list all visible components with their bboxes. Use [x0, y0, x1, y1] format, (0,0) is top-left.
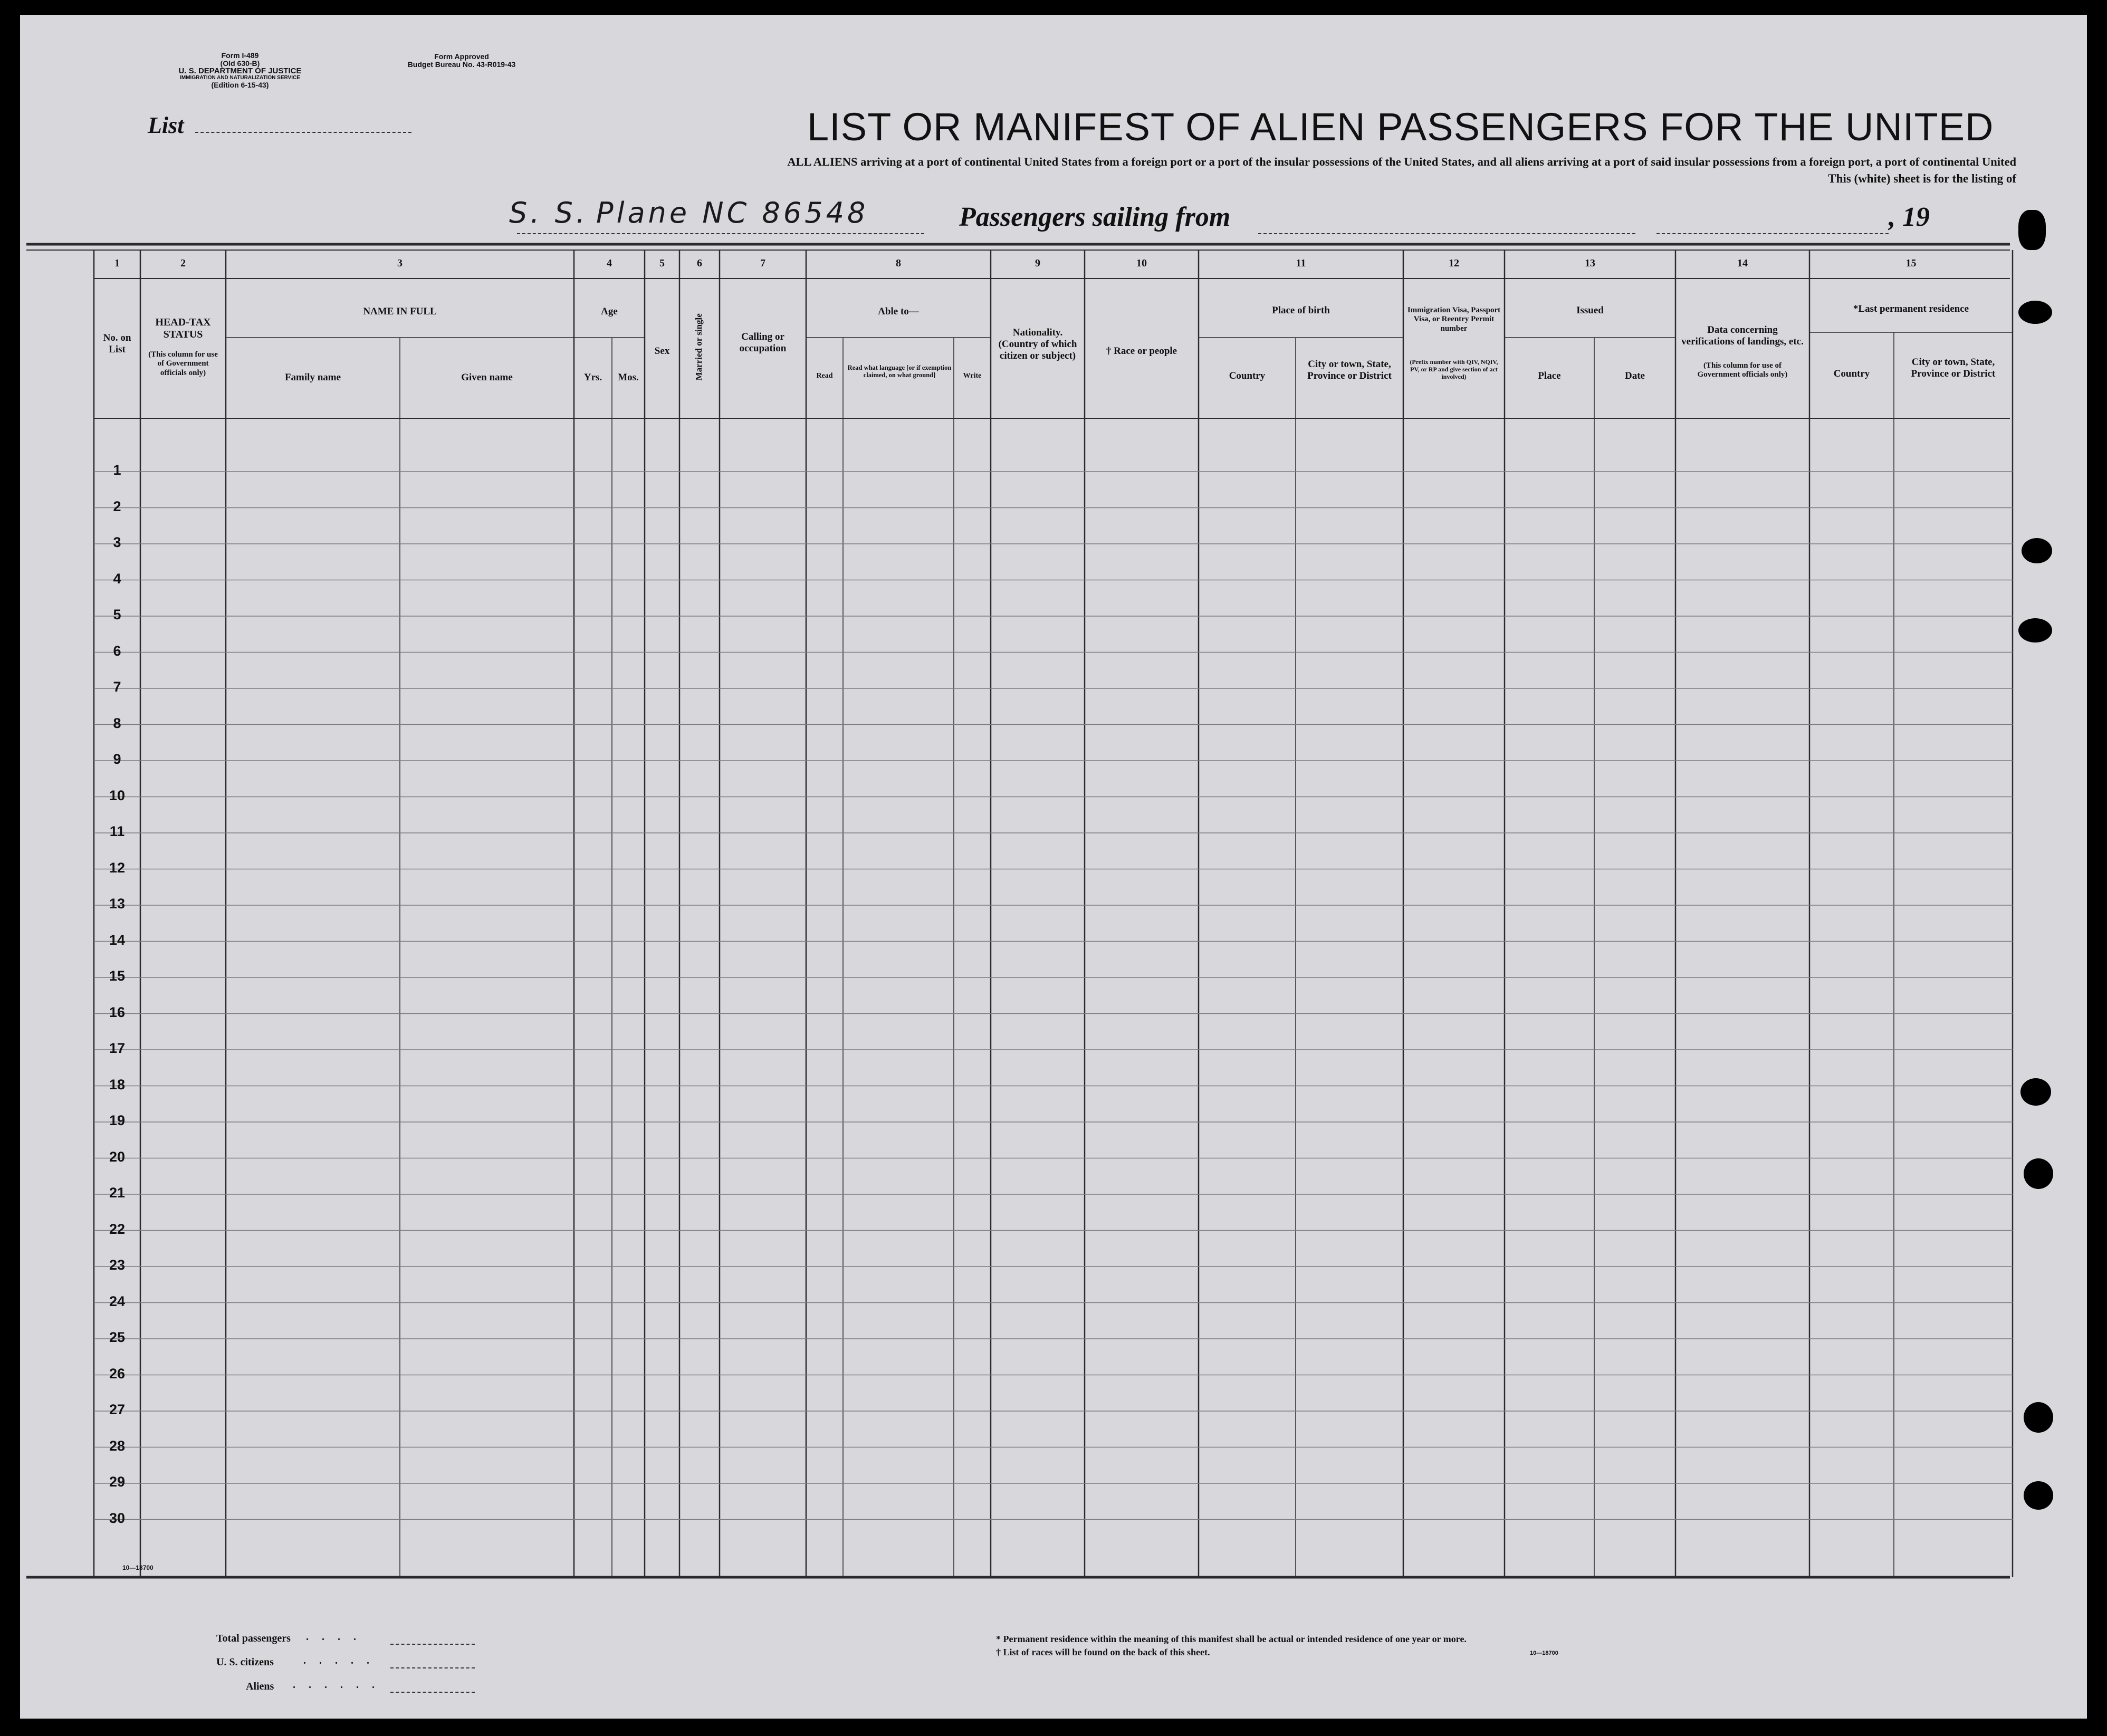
service-name: IMMIGRATION AND NATURALIZATION SERVICE	[180, 75, 300, 81]
header-issued-date: Date	[1625, 370, 1645, 381]
column-number-10: 10	[1136, 257, 1147, 269]
row-number: 22	[109, 1221, 126, 1237]
old-form-number: (Old 630-B)	[220, 59, 260, 68]
column-number-7: 7	[760, 257, 765, 269]
us-citizens-label: U. S. citizens	[216, 1656, 274, 1668]
subtitle-line-2: This (white) sheet is for the listing of	[1828, 172, 2016, 185]
vessel-prefix: S. S.	[509, 196, 589, 229]
row-number: 5	[113, 607, 121, 622]
header-age: Age	[601, 306, 618, 317]
punch-hole-mark	[2020, 1078, 2051, 1106]
column-number-13: 13	[1585, 257, 1595, 269]
row-number: 6	[113, 642, 121, 659]
footnote-permanent-residence: * Permanent residence within the meaning of this manifest shall be actual or intended residence of one year or more.	[996, 1634, 1467, 1644]
aliens-field[interactable]	[390, 1692, 475, 1693]
row-number: 7	[113, 679, 121, 695]
header-able-to: Able to—	[878, 306, 919, 317]
column-number-11: 11	[1296, 257, 1306, 269]
header-nationality: Nationality. (Country of which citizen or subject)	[998, 327, 1077, 361]
header-name-in-full: NAME IN FULL	[363, 306, 437, 317]
sailing-from-label: Passengers sailing from	[959, 202, 1231, 232]
total-passengers-field[interactable]	[390, 1644, 475, 1645]
edition-date: (Edition 6-15-43)	[211, 80, 269, 89]
header-read-language: Read what language [or if exemption claimed, on what ground]	[847, 364, 952, 379]
header-given-name: Given name	[461, 372, 513, 383]
header-landing-data: Data concerning verifications of landings, etc.	[1681, 324, 1804, 347]
vessel-name: Plane NC 86548	[596, 196, 869, 229]
row-number: 28	[109, 1437, 126, 1454]
row-number: 24	[109, 1293, 126, 1309]
column-number-4: 4	[607, 257, 612, 269]
header-birth-city: City or town, State, Province or District	[1307, 359, 1392, 381]
header-head-tax: HEAD-TAX STATUS	[155, 316, 211, 340]
row-number: 10	[109, 787, 126, 803]
header-calling-occupation: Calling or occupation	[739, 331, 787, 354]
row-number: 26	[109, 1365, 126, 1382]
header-able-write: Write	[963, 372, 982, 380]
row-number: 14	[109, 932, 126, 948]
header-visa-note: (Prefix number with QIV, NQIV, PV, or RP and give section of act involved)	[1410, 358, 1498, 380]
footnote-races: † List of races will be found on the back of this sheet.	[996, 1647, 1210, 1657]
row-number: 29	[109, 1474, 126, 1490]
punch-hole-mark	[2018, 301, 2052, 324]
aliens-leader: . . . . . .	[293, 1679, 380, 1691]
us-citizens-field[interactable]	[390, 1667, 475, 1668]
row-number: 18	[109, 1076, 126, 1092]
table-code: 10—18700	[122, 1564, 154, 1571]
punch-hole-mark	[2024, 1481, 2053, 1510]
column-number-9: 9	[1035, 257, 1040, 269]
year-label: , 19	[1889, 202, 1930, 232]
header-issued-place: Place	[1538, 370, 1561, 381]
row-number: 17	[109, 1040, 126, 1056]
punch-hole-mark	[2024, 1402, 2053, 1433]
approval-label: Form Approved	[434, 52, 489, 61]
row-number: 3	[113, 534, 121, 550]
header-family-name: Family name	[284, 372, 341, 383]
row-number: 9	[113, 751, 121, 767]
header-issued: Issued	[1576, 305, 1604, 316]
punch-hole-mark	[2024, 1158, 2053, 1189]
header-age-years: Yrs.	[583, 372, 602, 383]
row-number: 25	[109, 1329, 126, 1345]
header-residence-city: City or town, State, Province or District	[1911, 357, 1996, 379]
header-head-tax-note: (This column for use of Government officials only)	[148, 350, 218, 377]
row-number: 30	[109, 1510, 126, 1526]
header-married-or-single: Married or single	[694, 313, 704, 381]
row-number: 21	[109, 1185, 126, 1201]
total-passengers-leader: . . . .	[306, 1631, 361, 1643]
us-citizens-leader: . . . . .	[303, 1655, 375, 1666]
row-number: 13	[109, 896, 126, 912]
column-number-12: 12	[1449, 257, 1459, 269]
header-age-months: Mos.	[618, 372, 639, 383]
budget-bureau-number: Budget Bureau No. 43-R019-43	[407, 60, 516, 69]
subtitle-line-1: ALL ALIENS arriving at a port of continental United States from a foreign port or a port of the insular possessions of the United States, and all aliens arriving at a port of said insular possessions from a foreign port, a port of continental United	[787, 155, 2016, 168]
row-number: 12	[109, 859, 126, 876]
footnote-code: 10—18700	[1530, 1650, 1558, 1656]
header-no-on-list: No. on List	[103, 332, 131, 355]
row-number: 11	[109, 823, 125, 839]
list-label: List	[148, 112, 184, 138]
aliens-label: Aliens	[246, 1681, 274, 1692]
form-number: Form I-489	[221, 51, 259, 60]
row-number: 4	[113, 570, 121, 587]
header-sex: Sex	[654, 346, 670, 357]
column-number-5: 5	[659, 257, 665, 269]
row-number: 23	[109, 1257, 126, 1273]
header-last-residence: *Last permanent residence	[1853, 303, 1969, 314]
manifest-title: LIST OR MANIFEST OF ALIEN PASSENGERS FOR THE UNITED	[807, 105, 1994, 149]
column-number-8: 8	[896, 257, 901, 269]
column-number-2: 2	[180, 257, 186, 269]
column-number-14: 14	[1737, 257, 1748, 269]
punch-hole-mark	[2018, 210, 2046, 250]
row-number: 27	[109, 1402, 126, 1417]
row-number: 1	[113, 462, 121, 478]
row-number: 2	[113, 498, 121, 514]
header-birth-country: Country	[1229, 370, 1266, 381]
row-number: 20	[109, 1148, 126, 1165]
header-residence-country: Country	[1833, 368, 1870, 379]
row-number: 16	[109, 1004, 126, 1020]
row-number: 8	[113, 715, 121, 731]
column-number-1: 1	[114, 257, 120, 269]
total-passengers-label: Total passengers	[216, 1633, 291, 1644]
column-number-3: 3	[397, 257, 403, 269]
header-race-people: † Race or people	[1106, 346, 1177, 357]
header-visa-number: Immigration Visa, Passport Visa, or Reentry Permit number	[1407, 306, 1501, 333]
column-number-15: 15	[1905, 257, 1917, 269]
row-number: 19	[109, 1112, 126, 1128]
row-number: 15	[109, 968, 126, 984]
header-place-of-birth: Place of birth	[1272, 305, 1330, 316]
punch-hole-mark	[2022, 538, 2052, 563]
header-able-read: Read	[816, 372, 833, 380]
header-landing-note: (This column for use of Government officials only)	[1697, 361, 1788, 379]
column-number-6: 6	[697, 257, 702, 269]
department-name: U. S. DEPARTMENT OF JUSTICE	[178, 66, 302, 76]
punch-hole-mark	[2018, 618, 2052, 642]
